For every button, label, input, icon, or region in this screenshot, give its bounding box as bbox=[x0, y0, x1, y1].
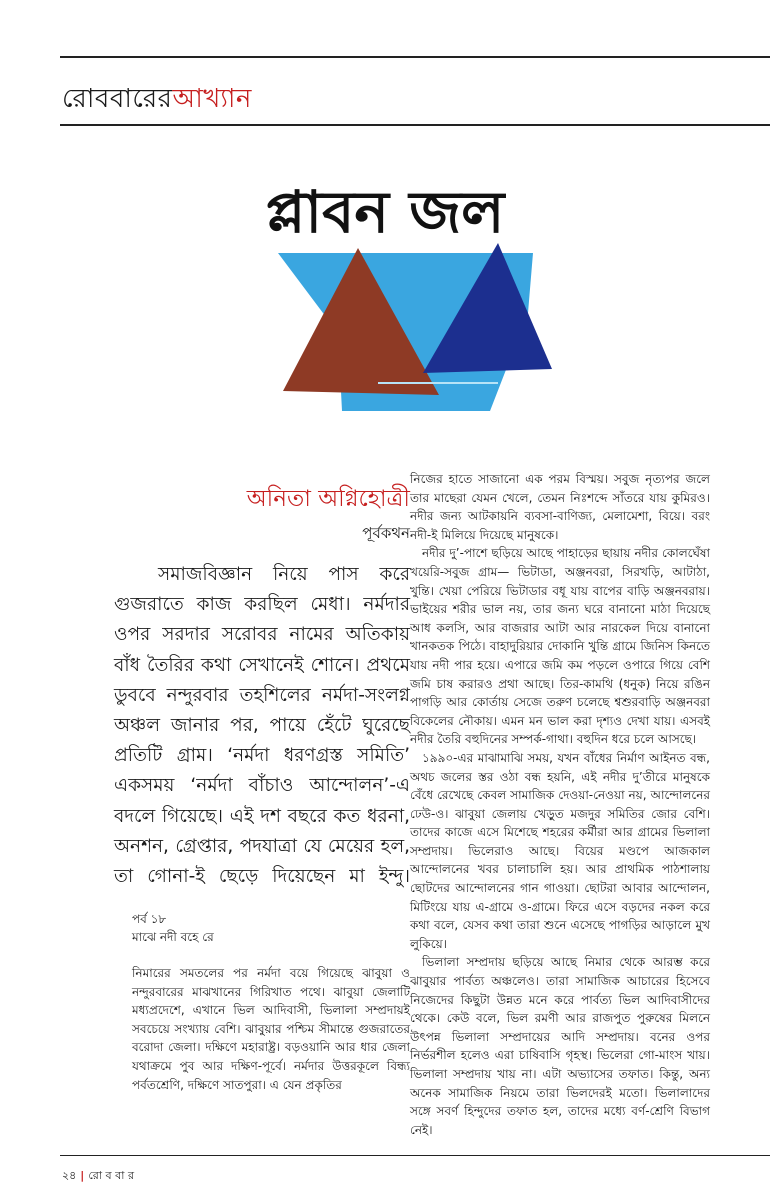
section-suffix: আখ্যান bbox=[172, 84, 252, 114]
footer-separator: | bbox=[80, 1169, 85, 1182]
body-paragraph: ভিলালা সম্প্রদায় ছড়িয়ে আছে নিমার থেকে আরম্ভ করে ঝাবুয়ার পার্বত্য অঞ্চলেও। তারা সামাজিক আচারের হিসেবে নিজেদের কিছুটা উন্নত মনে করে পার্বত্য ভিল আদিবাসীদের থেকে। কেউ বলে, ভিল রমণী আর রাজপুত পুরুষের মিলনে উৎপন্ন ভিলালা সম্প্রদায়ের আদি সম্প্রদায়। বনের ওপর নির্ভরশীল হলেও এরা চাষিবাসি গৃহস্থ। ভিলেরা গো-মাংস খায়। ভিলালা সম্প্রদায় খায় না। এটা অভ্যাসের তফাত। কিন্তু, অন্য অনেক সামাজিক নিয়মে তারা ভিলদেরই মতো। ভিলালাদের সঙ্গে সবর্ণ হিন্দুদের তফাত হল, তাদের মধ্যে বর্ণ-শ্রেণি বিভাগ নেই। bbox=[410, 955, 710, 1137]
intro-paragraph: সমাজবিজ্ঞান নিয়ে পাস করে গুজরাতে কাজ করছিল মেধা। নর্মদার ওপর সরদার সরোবর নামের অতিকায় বাঁধ তৈরির কথা সেখানেই শোনে। প্রথমে ডুববে নন্দুরবার তহশিলের নর্মদা-সংলগ্ন অঞ্চল জানার পর, পায়ে হেঁটে ঘুরেছে প্রতিটি গ্রাম। ‘নর্মদা ধরণগ্রস্ত সমিতি’ একসময় ‘নর্মদা বাঁচাও আন্দোলন’-এ বদলে গিয়েছে। এই দশ বছরে কত ধরনা, অনশন, গ্রেপ্তার, পদযাত্রা যে মেয়ের হল, তা গোনা-ই ছেড়ে দিয়েছেন মা ইন্দু। bbox=[114, 564, 410, 888]
author-name: অনিতা অগ্নিহোত্রী bbox=[246, 486, 410, 512]
episode-subtitle: মাঝে নদী বহে রে bbox=[132, 930, 214, 944]
footer-rule bbox=[60, 1155, 770, 1156]
magazine-name: রো ব বা র bbox=[88, 1169, 135, 1182]
page-footer bbox=[62, 1167, 134, 1186]
body-paragraph: ১৯৯০-এর মাঝামাঝি সময়, যখন বাঁধের নির্মাণ আইনত বন্ধ, অথচ জলের স্তর ওঠা বন্ধ হয়নি, এই নদীর দু’তীরে মানুষকে বেঁধে রেখেছে কেবল সামাজিক দেওয়া-নেওয়া নয়, আন্দোলনের ঢেউ-ও। ঝাবুয়া জেলায় খেড়ুত মজদুর সমিতির জোর বেশি। তাদের কাজে এসে মিশেছে শহরের কর্মীরা আর গ্রামের ভিলালা সম্প্রদায়। ভিলেরাও আছে। বিয়ের মণ্ডপে আজকাল আন্দোলনের খবর চালাচালি হয়। আর প্রাথমিক পাঠশালায় ছোটদের আন্দোলনের গান গাওয়া। ছোটরা আবার আন্দোলন, মিটিংয়ে যায় এ-গ্রামে ও-গ্রামে। ফিরে এসে বড়দের নকল করে কথা বলে, যেসব কথা তারা শুনে এসেছে পাগড়ির আড়ালে মুখ লুকিয়ে। bbox=[410, 750, 710, 951]
right-column bbox=[410, 470, 710, 1139]
section-header bbox=[62, 78, 252, 122]
page-number: ২৪ bbox=[62, 1169, 77, 1182]
top-rule bbox=[60, 56, 770, 58]
preface-label: পূর্বকথন bbox=[362, 524, 410, 542]
section-prefix: রোববারের bbox=[62, 84, 173, 114]
body-paragraph: নিমারের সমতলের পর নর্মদা বয়ে গিয়েছে ঝাবুয়া ও নন্দুরবারের মাঝখানের গিরিখাত পথে। ঝাবুয়া জেলাটি মধ্যপ্রদেশে, এখানে ভিল আদিবাসী, ভিলালা সম্প্রদায়ই সবচেয়ে সংখ্যায় বেশি। ঝাবুয়ার পশ্চিম সীমান্তে গুজরাতের বরোদা জেলা। দক্ষিণে মহারাষ্ট্র। বড়ওয়ানি আর ধার জেলা যথাক্রমে পুব আর দক্ষিণ-পূর্বে। নর্মদার উত্তরকূলে বিন্ধ্য পর্বতশ্রেণি, দক্ষিণে সাতপুরা। এ যেন প্রকৃতির bbox=[132, 966, 410, 1092]
episode-number: পর্ব ১৮ bbox=[132, 912, 167, 926]
left-column bbox=[132, 964, 410, 1094]
body-paragraph: নিজের হাতে সাজানো এক পরম বিস্ময়। সবুজ নৃত্যপর জলে তার মাছেরা যেমন খেলে, তেমন নিঃশব্দে সাঁতরে যায় কুমিরও। নদীর জন্য আটকায়নি ব্যবসা-বাণিজ্য, মেলামেশা, বিয়ে। বরং নদী-ই মিলিয়ে দিয়েছে মানুষকে। bbox=[410, 472, 710, 542]
intro-text bbox=[114, 560, 410, 892]
header-rule bbox=[60, 124, 770, 126]
story-title: প্লাবন জল bbox=[265, 178, 505, 246]
body-paragraph: নদীর দু’-পাশে ছড়িয়ে আছে পাহাড়ের ছায়ায় নদীর কোলঘেঁষা খয়েরি-সবুজ গ্রাম— ভিটাডা, অঞ্জনবরা, সিরখড়ি, আটাঠা, খুন্তি। খেয়া পেরিয়ে ভিটাডার বধূ যায় বাপের বাড়ি অঞ্জনবরায়। ভাইয়ের শরীর ভাল নয়, তার জন্য ঘরে বানানো মাঠা দিয়েছে আধ কলসি, আর বাজরার আটা আর নারকেল দিয়ে বানানো খানকতক পিঠে। বাহাদুরিয়ার দোকানি খুন্তি গ্রামে জিনিস কিনতে যায় নদী পার হয়ে। এপারে জমি কম পড়লে ওপারে গিয়ে বেশি জমি চাষ করারও প্রথা আছে। তির-কামথি (ধনুক) নিয়ে রঙিন পাগড়ি আর কোর্তায় সেজে তরুণ চলেছে শ্বশুরবাড়ি অঞ্জনবরা বিকেলের নৌকায়। এমন মন ভাল করা দৃশ্যও দেখা যায়। এসবই নদীর তৈরি বহুদিনের সম্পর্ক-গাথা। বহুদিন ধরে চলে আসছে। bbox=[410, 546, 710, 747]
episode-heading bbox=[132, 910, 214, 946]
mountain-illustration bbox=[258, 243, 558, 413]
